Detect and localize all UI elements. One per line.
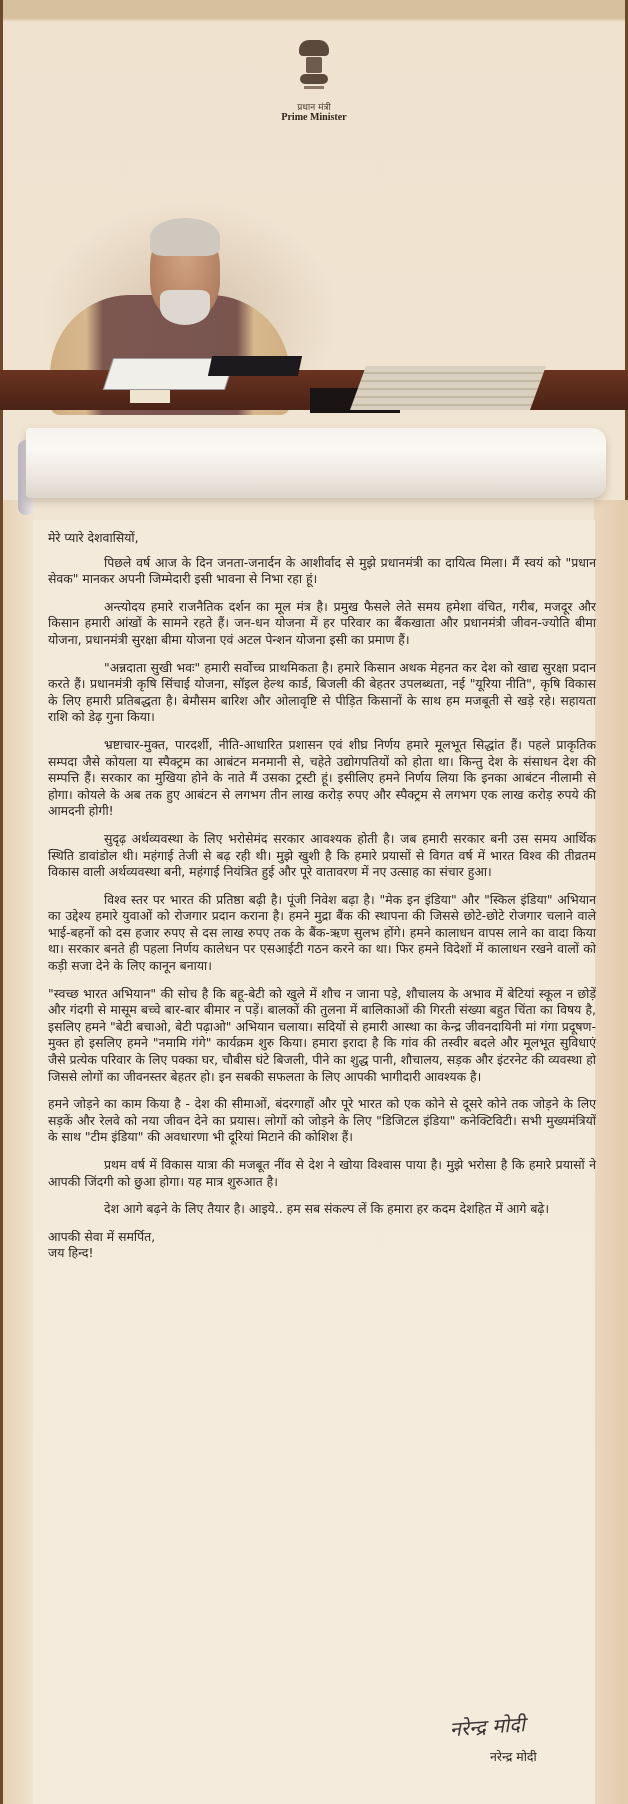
signer-name: नरेन्द्र मोदी [490, 1749, 537, 1764]
closing-line: जय हिन्द! [48, 1244, 94, 1260]
scroll-roll [26, 428, 606, 498]
paragraph: हमने जोड़ने का काम किया है - देश की सीमाओं, बंदरगाहों और पूरे भारत को एक कोने से दूसरे कोने तक जोड़ने के लिए सड़कें और रेलवे को नया जीवन देने का प्रयास। लोगों को जोड़ने के लिए "डिजिटल इंडिया" कनेक्टिविटी। सभी मुख्यमंत्रियों के साथ "टीम इंडिया" की अवधारणा भी दूरियां मिटाने की कोशिश हैं। [48, 1096, 596, 1145]
paragraph: "स्वच्छ भारत अभियान" की सोच है कि बहू-बेटी को खुले में शौच न जाना पड़े, शौचालय के अभाव में बेटियां स्कूल न छोड़ें और गंदगी से मासूम बच्चे बार-बार बीमार न पड़ें। बालकों की तुलना में बालिकाओं की गिरती संख्या बहुत चिंता का विषय है, इसलिए हमने "बेटी बचाओ, बेटी पढ़ाओ" अभियान चलाया। सदियों से हमारी आस्था का केन्द्र जीवनदायिनी मां गंगा प्रदूषण-मुक्त हो इसलिए हमने "नमामि गंगे" कार्यक्रम शुरु किया। हमारा इरादा है कि गांव की तस्वीर बदले और मूलभूत सुविधाएं जैसे प्रत्येक परिवार के लिए पक्का घर, चौबीस घंटे बिजली, पीने का शुद्ध पानी, शौचालय, सड़क और इंटरनेट की व्यवस्था हो जिससे लोगों का जीवनस्तर बेहतर हो। इन सबकी सफलता के लिए आपकी भागीदारी आवश्यक है। [48, 985, 596, 1084]
newspapers [350, 366, 546, 410]
letter-body [48, 530, 596, 1261]
paragraph: देश आगे बढ़ने के लिए तैयार है। आइये.. हम सब संकल्प लें कि हमारा हर कदम देशहित में आगे बढ़े। [104, 1201, 550, 1217]
paragraph: "अन्नदाता सुखी भवः" हमारी सर्वोच्च प्राथमिकता है। हमारे किसान अथक मेहनत कर देश को खाद्य सुरक्षा प्रदान करते हैं। प्रधानमंत्री कृषि सिंचाई योजना, सॉइल हेल्थ कार्ड, बिजली की बेहतर उपलब्धता, नई "यूरिया नीति", कृषि विकास के लिए हमारी प्रतिबद्धता है। बेमौसम बारिश और ओलावृष्टि से पीड़ित किसानों के साथ हम मजबूती से खड़े रहे। सहायता राशि को डेढ़ गुना किया। [48, 659, 596, 725]
paragraph: सुदृढ़ अर्थव्यवस्था के लिए भरोसेमंद सरकार आवश्यक होती है। जब हमारी सरकार बनी उस समय आर्थिक स्थिति डावांडोल थी। महंगाई तेजी से बढ़ रही थी। मुझे खुशी है कि हमारे प्रयासों से विगत वर्ष में भारत विश्व की तीव्रतम विकास वाली अर्थव्यवस्था बनी, महंगाई नियंत्रित हुई और पूरे वातावरण में नए उत्साह का संचार हुआ। [48, 830, 596, 880]
closing [48, 1229, 596, 1261]
office-title-hindi: प्रधान मंत्री [297, 103, 331, 113]
scroll-edge-left [3, 500, 33, 1804]
paragraph: भ्रष्टाचार-मुक्त, पारदर्शी, नीति-आधारित प्रशासन एवं शीघ्र निर्णय हमारे मूलभूत सिद्धांत हैं। पहले प्राकृतिक सम्पदा जैसे कोयला या स्पैक्ट्रम का आबंटन मनमानी से, चहेते उद्योगपतियों को होता था। किन्तु देश के संसाधन देश की सम्पत्ति हैं। सरकार का मुखिया होने के नाते मैं उसका ट्रस्टी हूं। इसीलिए हमने निर्णय लिया कि इनका आबंटन नीलामी से होगा। कोयले के अब तक हुए आबंटन से लगभग तीन लाख करोड़ रुपए और स्पैक्ट्रम से लगभग एक लाख करोड़ रुपये की आमदनी होगी! [48, 736, 596, 819]
letterhead [0, 0, 628, 400]
pm-photo [0, 160, 628, 410]
handwritten-signature: नरेन्द्र मोदी [448, 1712, 526, 1742]
state-emblem-icon [296, 40, 332, 102]
paragraph: अन्त्योदय हमारे राजनैतिक दर्शन का मूल मंत्र है। प्रमुख फैसले लेते समय हमेशा वंचित, गरीब, मजदूर और किसान हमारी आंखों के सामने रहते हैं। जन-धन योजना में हर परिवार का बैंकखाता और प्रधानमंत्री जीवन-ज्योति बीमा योजना, प्रधानमंत्री सुरक्षा बीमा योजना एवं अटल पेन्शन योजना इसी का प्रमाण हैं। [48, 598, 596, 647]
paragraph: विश्व स्तर पर भारत की प्रतिष्ठा बढ़ी है। पूंजी निवेश बढ़ा है। "मेक इन इंडिया" और "स्किल इंडिया" अभियान का उद्देश्य हमारे युवाओं को रोजगार प्रदान कराना है। हमने मुद्रा बैंक की स्थापना की जिससे छोटे-छोटे रोजगार चलाने वाले भाई-बहनों को दस हजार रुपए से दस लाख रुपए तक के बैंक-ऋण सुलभ होंगे। हमने कालाधन वापस लाने का वादा किया था। सरकार बनते ही पहला निर्णय कालेधन पर एसआईटी गठन करने का था। फिर हमने विदेशों में कालाधन रखने वालों को कड़ी सजा देने के लिए कानून बनाया। [48, 891, 596, 974]
scroll-edge-right [594, 500, 628, 1804]
paragraph: पिछले वर्ष आज के दिन जनता-जनार्दन के आशीर्वाद से मुझे प्रधानमंत्री का दायित्व मिला। मैं स्वयं को "प्रधान सेवक" मानकर अपनी जिम्मेदारी इसी भावना से निभा रहा हूं। [48, 554, 596, 587]
paragraph: प्रथम वर्ष में विकास यात्रा की मजबूत नींव से देश ने खोया विश्वास पाया है। मुझे भरोसा है कि हमारे प्रयासों ने आपकी जिंदगी को छुआ होगा। यह मात्र शुरुआत है। [48, 1157, 596, 1189]
office-title-english: Prime Minister [281, 112, 347, 123]
closing-line: आपकी सेवा में समर्पित, [48, 1228, 156, 1244]
salutation: मेरे प्यारे देशवासियों, [48, 530, 139, 545]
